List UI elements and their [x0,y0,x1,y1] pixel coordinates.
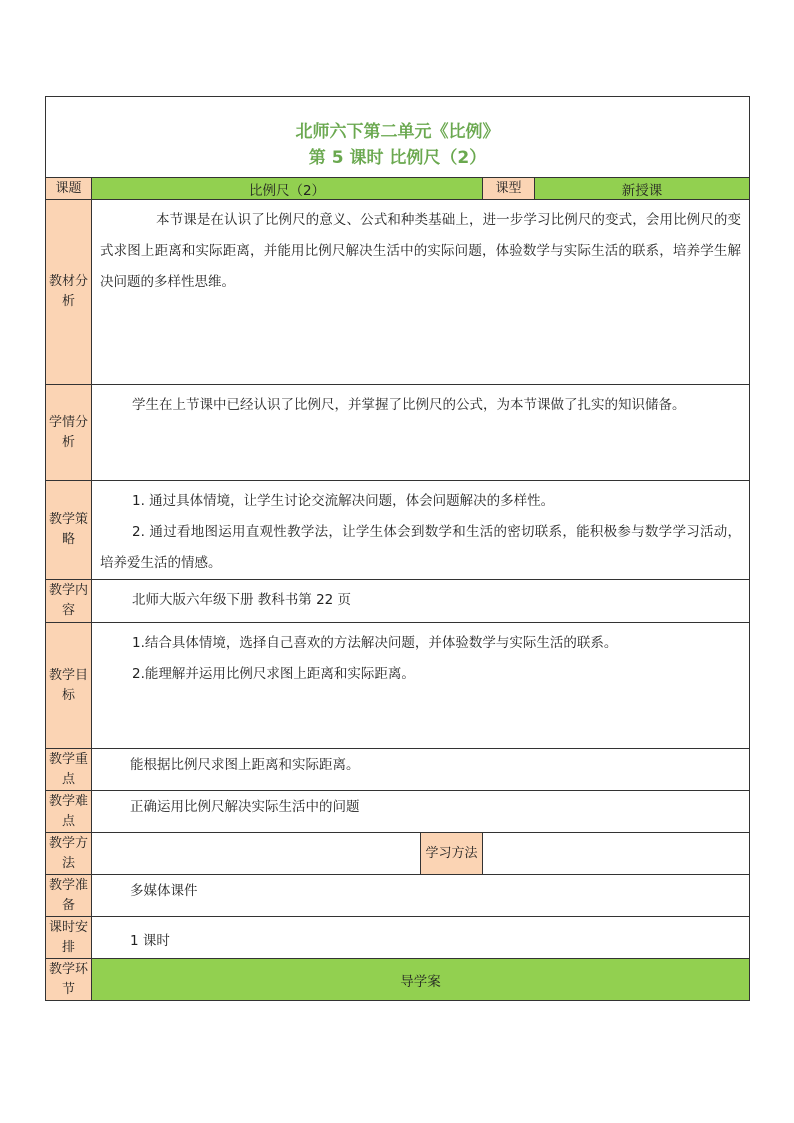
goal-item: 1.结合具体情境，选择自己喜欢的方法解决问题，并体验数学与实际生活的联系。 [132,635,618,651]
difficulties-label: 教学难点 [46,791,92,833]
schedule-text: 1 课时 [92,917,750,959]
title-row [46,97,750,178]
difficulties-text: 正确运用比例尺解决实际生活中的问题 [92,791,750,833]
student-analysis-text: 学生在上节课中已经认识了比例尺，并掌握了比例尺的公式，为本节课做了扎实的知识储备。 [132,397,686,413]
textbook-analysis-label: 教材分析 [46,200,92,385]
learning-method-label: 学习方法 [421,833,483,875]
topic-value: 比例尺（2） [92,178,483,200]
teaching-method-label: 教学方法 [46,833,92,875]
key-points-row [46,749,750,791]
teaching-goals-label: 教学目标 [46,623,92,749]
preparation-label: 教学准备 [46,875,92,917]
lesson-type-label: 课型 [483,178,535,200]
teaching-content-text: 北师大版六年级下册 教科书第 22 页 [132,592,352,608]
teaching-process-row [46,959,750,1001]
learning-method-value [483,833,750,875]
strategy-item: 1. 通过具体情境，让学生讨论交流解决问题，体会问题解决的多样性。 [132,493,555,509]
key-points-text: 能根据比例尺求图上距离和实际距离。 [92,749,750,791]
student-analysis-row [46,385,750,481]
teaching-content-row [46,580,750,623]
teaching-method-value [92,833,421,875]
key-points-label: 教学重点 [46,749,92,791]
preparation-text: 多媒体课件 [92,875,750,917]
guided-learning-header: 导学案 [92,959,750,1001]
teaching-strategy-label: 教学策略 [46,481,92,580]
textbook-analysis-text: 本节课是在认识了比例尺的意义、公式和种类基础上，进一步学习比例尺的变式，会用比例尺的变式求图上距离和实际距离，并能用比例尺解决生活中的实际问题，体验数学与实际生活的联系，培养学生解决问题的多样性思维。 [100,212,741,290]
textbook-analysis-row [46,200,750,385]
teaching-content-label: 教学内容 [46,580,92,623]
lesson-plan-table [45,96,750,1001]
strategy-item: 2. 通过看地图运用直观性教学法，让学生体会到数学和生活的密切联系，能积极参与数学学习活动，培养爱生活的情感。 [100,524,741,571]
title-cell [46,97,750,178]
topic-label: 课题 [46,178,92,200]
schedule-row [46,917,750,959]
methods-row [46,833,750,875]
lesson-type-value: 新授课 [535,178,750,200]
document-title: 北师六下第二单元《比例》 [295,122,500,142]
student-analysis-label: 学情分析 [46,385,92,481]
difficulties-row [46,791,750,833]
lesson-subtitle: 第 5 课时 比例尺（2） [308,148,487,168]
schedule-label: 课时安排 [46,917,92,959]
teaching-process-label: 教学环节 [46,959,92,1001]
goal-item: 2.能理解并运用比例尺求图上距离和实际距离。 [132,666,415,682]
preparation-row [46,875,750,917]
teaching-strategy-row [46,481,750,580]
topic-row [46,178,750,200]
teaching-goals-row [46,623,750,749]
